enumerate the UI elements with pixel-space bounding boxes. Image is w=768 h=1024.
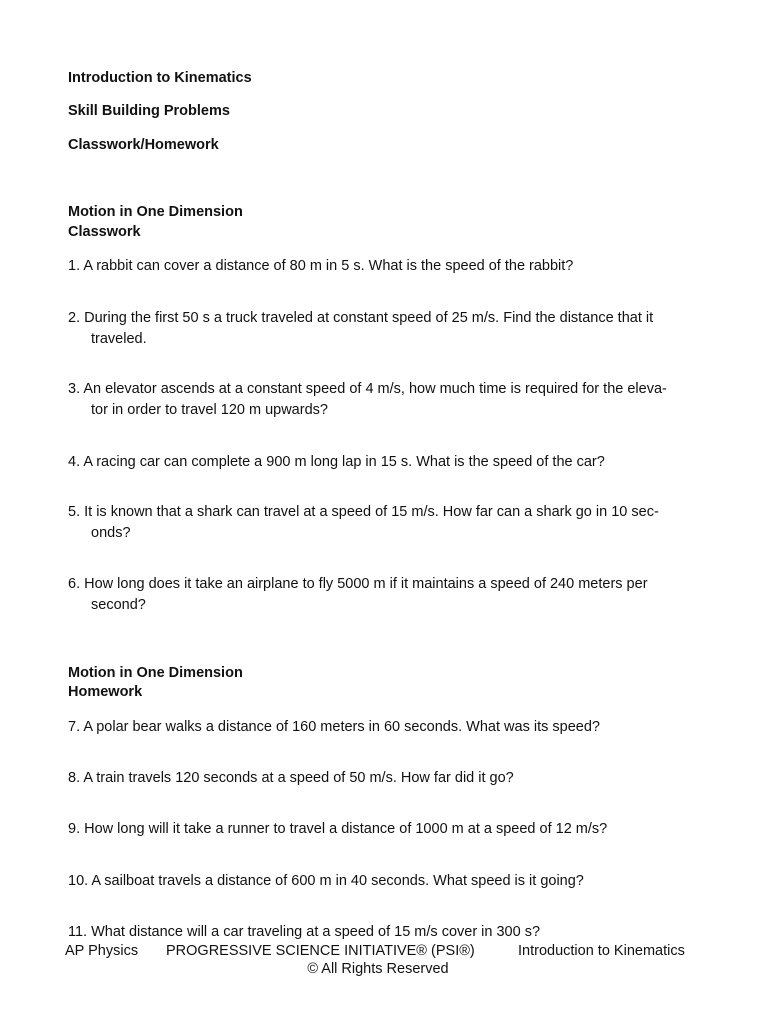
problem-text: 5. It is known that a shark can travel at a speed of 15 m/s. How far can a shark go in 10 sec-	[68, 504, 659, 520]
problem-text: 9. How long will it take a runner to travel a distance of 1000 m at a speed of 12 m/s?	[68, 821, 608, 837]
problem-text: 1. A rabbit can cover a distance of 80 m in 5 s. What is the speed of the rabbit?	[68, 258, 574, 274]
problem-text: 3. An elevator ascends at a constant speed of 4 m/s, how much time is required for the eleva-	[68, 381, 667, 397]
problem-1	[68, 256, 698, 277]
footer-unit: Introduction to Kinematics	[518, 943, 685, 959]
problem-text: 6. How long does it take an airplane to fly 5000 m if it maintains a speed of 240 meters per	[68, 576, 648, 592]
footer-publisher: PROGRESSIVE SCIENCE INITIATIVE® (PSI®)	[166, 943, 475, 959]
problem-9	[68, 819, 698, 840]
problem-7	[68, 717, 698, 738]
problem-text: 10. A sailboat travels a distance of 600 m in 40 seconds. What speed is it going?	[68, 873, 584, 889]
problem-text: 8. A train travels 120 seconds at a speed of 50 m/s. How far did it go?	[68, 770, 514, 786]
problem-6	[68, 574, 698, 616]
problem-text-continued: onds?	[91, 525, 131, 541]
problem-text-continued: second?	[91, 597, 146, 613]
footer-course: AP Physics	[65, 943, 139, 959]
problem-text: 11. What distance will a car traveling at a speed of 15 m/s cover in 300 s?	[68, 924, 541, 940]
problem-4	[68, 452, 698, 473]
problem-2	[68, 308, 698, 350]
problem-text-continued: tor in order to travel 120 m upwards?	[91, 402, 328, 418]
problem-11	[68, 922, 698, 943]
document-subtitle: Skill Building Problems	[68, 103, 230, 119]
problem-3	[68, 379, 698, 421]
problem-text: 7. A polar bear walks a distance of 160 meters in 60 seconds. What was its speed?	[68, 719, 600, 735]
document-type: Classwork/Homework	[68, 137, 219, 153]
problem-10	[68, 871, 698, 892]
problem-text: 4. A racing car can complete a 900 m long lap in 15 s. What is the speed of the car?	[68, 454, 605, 470]
problem-text: 2. During the first 50 s a truck traveled at constant speed of 25 m/s. Find the distance that it	[68, 310, 654, 326]
problem-text-continued: traveled.	[91, 331, 147, 347]
homework-section-heading: Motion in One Dimension	[68, 665, 243, 681]
document-title: Introduction to Kinematics	[68, 70, 252, 86]
homework-label: Homework	[68, 684, 143, 700]
classwork-section-heading: Motion in One Dimension	[68, 204, 243, 220]
problem-8	[68, 768, 698, 789]
classwork-label: Classwork	[68, 224, 141, 240]
footer-copyright: © All Rights Reserved	[307, 961, 449, 977]
problem-5	[68, 502, 698, 544]
